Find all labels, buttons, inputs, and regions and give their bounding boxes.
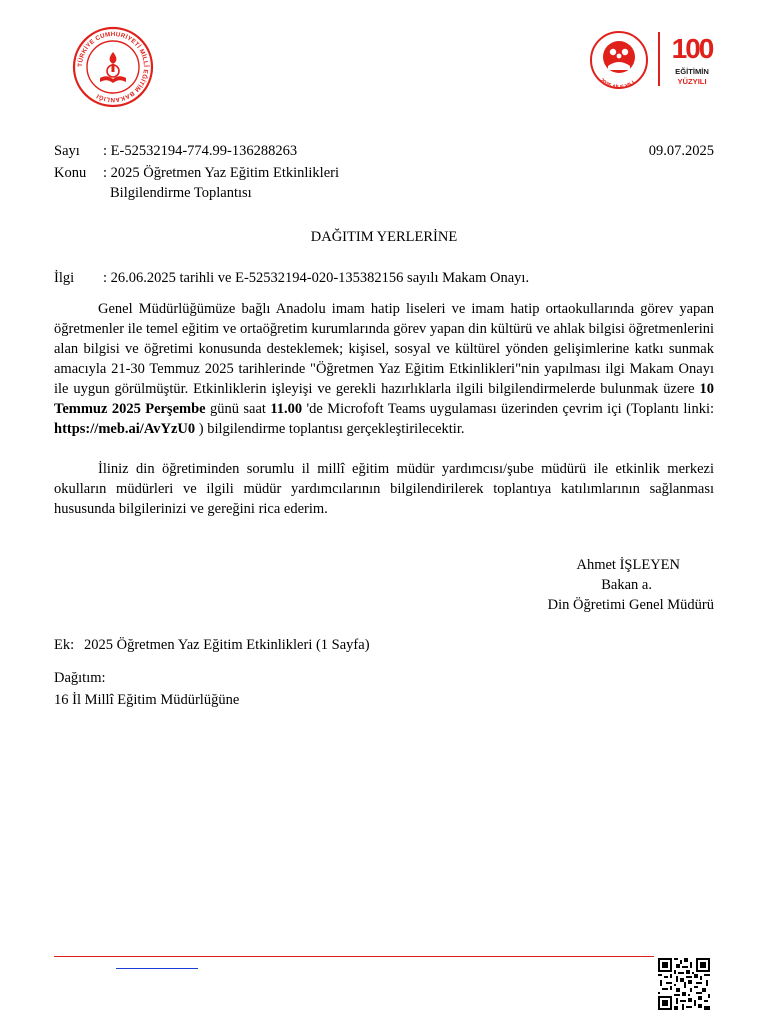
centennial-line2: YÜZYILI [677,77,707,86]
meeting-date: 10 Temmuz 2025 Perşembe [54,381,714,417]
p1-text-b: günü saat [205,401,271,417]
qr-code-icon[interactable] [658,958,710,1010]
family-year-logo [586,30,652,96]
ilgi-label: İlgi [54,270,75,286]
logo-divider [658,32,660,86]
family-year-text: 2025 AİLE YILI [598,77,636,91]
p1-text-c: 'de Microfoft Teams uygulaması üzerinden çevrim içi (Toplantı linki: [302,401,715,417]
meeting-time: 11.00 [270,401,303,417]
p1-text-d: ) bilgilendirme toplantısı gerçekleştirilecektir. [195,421,465,437]
p1-text-a: Genel Müdürlüğümüze bağlı Anadolu imam hatip liseleri ve imam hatip ortaokullarında görev yapan öğretmenler ile temel eğitim ve ortaöğretim kurumlarında görev yapan din kültürü ve ahlak bilgisi öğretmenlerini alan bilgisi ve öğretimi konusunda desteklemek; kişisel, sosyal ve kültürel yönden gelişimlerine katkı sunmak amacıyla 21-30 Temmuz 2025 tarihlerinde "Öğretmen Yaz Eğitim Etkinlikleri"nin yapılması ilgi Makam Onayı ile uygun görülmüştür. Etkinliklerin işleyişi ve gerekli hazırlıklarla ilgili bilgilendirmelerde bulunmak üzere [54,301,714,397]
ministry-seal-logo [72,26,154,108]
signatory-name: Ahmet İŞLEYEN [576,557,680,573]
sayi-label: Sayı [54,143,80,159]
meeting-link[interactable]: https://meb.ai/AvYzU0 [54,421,196,437]
footer-divider [54,956,654,957]
signatory-title-1: Bakan a. [601,577,652,593]
sayi-value: : E-52532194-774.99-136288263 [103,143,298,159]
document-date: 09.07.2025 [648,143,714,159]
dagitim-label: Dağıtım: [54,670,106,686]
konu-line2: Bilgilendirme Toplantısı [110,185,252,201]
centennial-number: 100 [671,33,713,64]
body-paragraph-1 [54,299,714,439]
addressee-heading: DAĞITIM YERLERİNE [310,229,458,245]
ilgi-value: : 26.06.2025 tarihli ve E-52532194-020-135382156 sayılı Makam Onayı. [103,270,530,286]
konu-label: Konu [54,165,87,181]
footer-link-underline[interactable] [116,968,198,969]
konu-line1: : 2025 Öğretmen Yaz Eğitim Etkinlikleri [103,165,340,181]
body-paragraph-2: İliniz din öğretiminden sorumlu il millî eğitim müdür yardımcısı/şube müdürü ile etkinlik merkezi okulların müdürleri ve ilgili müdür yardımcılarının bilgilendirilerek toplantıya katılımlarının sağlanması hususunda bilgilerinizi ve gereğini rica ederim. [54,461,714,517]
ek-label: Ek: [54,637,75,653]
seal-text: TÜRKİYE CUMHURİYETİ MİLLÎ EĞİTİM BAKANLIĞI [76,30,150,104]
signatory-title-2: Din Öğretimi Genel Müdürü [547,597,714,613]
centennial-line1: EĞİTİMİN [675,67,709,76]
ek-value: 2025 Öğretmen Yaz Eğitim Etkinlikleri (1 Sayfa) [84,637,370,653]
dagitim-value: 16 İl Millî Eğitim Müdürlüğüne [54,692,240,708]
centennial-logo [664,30,720,92]
